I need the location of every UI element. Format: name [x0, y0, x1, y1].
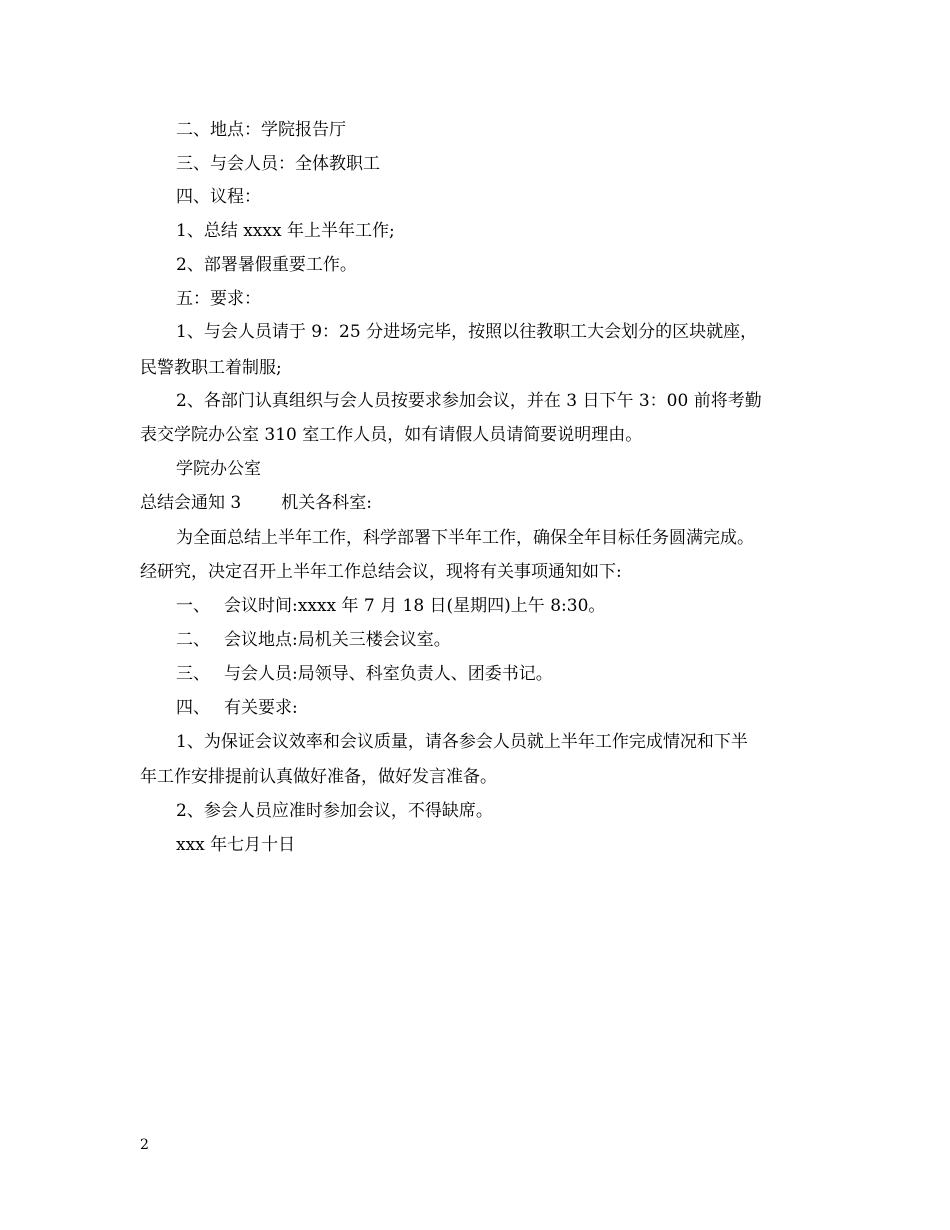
list-item-text: 会议地点:局机关三楼会议室。 [224, 630, 451, 650]
list-marker: 三、 [176, 664, 210, 684]
text-line: 四、议程： [176, 187, 261, 207]
list-item-text: 有关要求: [224, 698, 298, 718]
text-line: 年工作安排提前认真做好准备，做好发言准备。 [140, 767, 497, 787]
list-item [176, 594, 605, 618]
text-line: 学院办公室 [176, 459, 261, 479]
list-item-text: 会议时间:xxxx 年 7 月 18 日(星期四)上午 8:30。 [224, 596, 606, 616]
text-line: 五：要求： [176, 289, 261, 309]
text-line: 经研究，决定召开上半年工作总结会议，现将有关事项通知如下: [140, 562, 622, 582]
list-item [176, 662, 553, 686]
notice-heading: 总结会通知 3 [140, 493, 242, 513]
list-marker: 一、 [176, 596, 210, 616]
list-item [176, 628, 451, 652]
list-marker: 四、 [176, 698, 210, 718]
text-line: 为全面总结上半年工作，科学部署下半年工作，确保全年目标任务圆满完成。 [176, 528, 754, 548]
text-line: 表交学院办公室 310 室工作人员，如有请假人员请简要说明理由。 [140, 425, 643, 445]
text-line: xxx 年七月十日 [176, 835, 296, 855]
text-line: 二、地点：学院报告厅 [176, 120, 346, 140]
list-item [176, 696, 298, 720]
list-item-text: 与会人员:局领导、科室负责人、团委书记。 [224, 664, 553, 684]
list-marker: 二、 [176, 630, 210, 650]
text-line: 1、与会人员请于 9：25 分进场完毕，按照以往教职工大会划分的区块就座， [176, 322, 758, 342]
text-line: 1、总结 xxxx 年上半年工作; [176, 221, 395, 241]
text-line: 2、部署暑假重要工作。 [176, 255, 357, 275]
text-line: 1、为保证会议效率和会议质量，请各参会人员就上半年工作完成情况和下半 [176, 732, 748, 752]
text-line: 2、各部门认真组织与会人员按要求参加会议，并在 3 日下午 3：00 前将考勤 [176, 391, 762, 411]
notice-addressee: 机关各科室: [281, 493, 372, 513]
page-number: 2 [140, 1137, 149, 1153]
text-line [140, 491, 372, 515]
text-line: 民警教职工着制服; [140, 358, 282, 378]
text-line: 三、与会人员：全体教职工 [176, 154, 380, 174]
text-line: 2、参会人员应准时参加会议，不得缺席。 [176, 801, 493, 821]
